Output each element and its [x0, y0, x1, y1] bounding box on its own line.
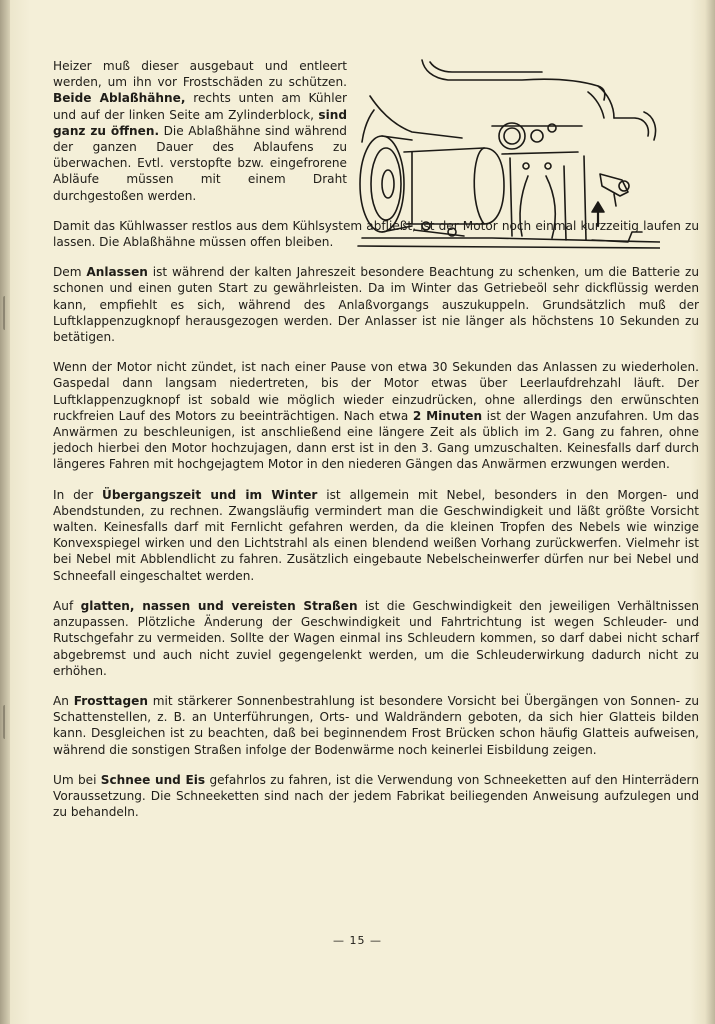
- text-run: ist der Wagen anzufahren. Um das Anwärmen zu beschleunigen, ist anschließend eine längere Zeit als üblich im 2. Gang zu fahren, ohne jedoch hierbei den Motor hochzujagen, dann erst ist in den 3. Gang umzuschalten. Keinesfalls darf durch längeres Fahren mit hochgejagtem Motor in den niederen Gängen das Anwärmen erzwungen werden.: [53, 408, 699, 472]
- paragraph-winter-fog: [53, 487, 699, 584]
- paragraph-frost-days: [53, 693, 699, 758]
- body-text: [53, 58, 715, 820]
- text-run: gefahrlos zu fahren, ist die Verwendung von Schneeketten auf den Hinterrädern Voraussetzung. Die Schneeketten sind nach der jedem Fabrikat beiliegenden Anweisung aufzulegen und zu behandeln.: [53, 772, 699, 820]
- book-binding: [0, 0, 10, 1024]
- text-run: Heizer muß dieser ausgebaut und entleert werden, um ihn vor Frostschäden zu schützen.: [53, 59, 347, 90]
- bold-phrase: Anlassen: [86, 265, 148, 280]
- text-run: Um bei: [53, 772, 101, 787]
- bold-phrase: Schnee und Eis: [100, 772, 206, 787]
- text-run: rechts unten am Kühler und auf der linken Seite am Zylinderblock,: [53, 91, 347, 122]
- paragraph-motor-start: [53, 359, 699, 472]
- bold-phrase: glatten, nassen und vereisten Straßen: [80, 598, 358, 613]
- bold-phrase: Frosttagen: [73, 693, 148, 708]
- text-run: Dem: [53, 265, 87, 280]
- paragraph-anlassen: [53, 264, 699, 345]
- staple: [3, 705, 10, 739]
- staple: [3, 296, 10, 330]
- text-run: mit stärkerer Sonnenbestrahlung ist besondere Vorsicht bei Übergängen von Sonnen- zu Schattenstellen, z. B. an Unterführungen, Orts- und Waldrändern geboten, da sich hier Glatteis bilden kann. Desgleichen ist zu beachten, daß bei beginnendem Frost Brücken schon häufig Glatteis aufweisen, während die sonstigen Straßen infolge der Bodenwärme noch keinerlei Eisbildung zeigen.: [53, 693, 699, 757]
- bold-phrase: 2 Minuten: [412, 408, 483, 423]
- bold-phrase: Übergangszeit und im Winter: [102, 487, 318, 502]
- text-run: ist die Geschwindigkeit den jeweiligen Verhältnissen anzupassen. Plötzliche Änderung der Geschwindigkeit und Fahrtrichtung ist wegen Schleuder- und Rutschgefahr zu vermeiden. Sollte der Wagen einmal ins Schleudern kommen, so darf dabei nicht scharf abgebremst und auch nicht zuviel gegengelenkt werden, um die Schleuderwirkung dadurch nicht zu erhöhen.: [53, 598, 699, 678]
- text-run: Auf: [53, 598, 81, 613]
- paragraph-coolant: [53, 218, 699, 250]
- text-run: ist allgemein mit Nebel, besonders in den Morgen- und Abendstunden, zu rechnen. Zwangsläufig vermindert man die Geschwindigkeit und läßt größte Vorsicht walten. Keinesfalls darf mit Fernlicht gefahren werden, da die kleinen Tropfen des Nebels wie winzige Konvexspiegel wirken und den Lichtstrahl als einen blendend weißen Vorhang zurückwerfen. Vielmehr ist bei Nebel mit Abblendlicht zu fahren. Zusätzlich eingebaute Nebelscheinwerfer dürfen nur bei Nebel und Schneefall eingeschaltet werden.: [53, 487, 699, 583]
- bold-phrase: sind ganz zu öffnen.: [53, 107, 347, 138]
- text-run: Wenn der Motor nicht zündet, ist nach einer Pause von etwa 30 Sekunden das Anlassen zu wiederholen. Gaspedal dann langsam niedertreten, bis der Motor etwas über Leerlaufdrehzahl läuft. Der Luftklappenzugknopf ist sobald wie möglich wieder einzudrücken, ohne allerdings den erwünschten ruckfreien Lauf des Motors zu beeinträchtigen. Nach etwa: [53, 360, 699, 423]
- paragraph-slippery-roads: [53, 598, 699, 679]
- bold-phrase: Beide Ablaßhähne,: [53, 91, 186, 106]
- text-run: Damit das Kühlwasser restlos aus dem Kühlsystem abfließt, ist der Motor noch einmal kurzzeitig laufen zu lassen. Die Ablaßhähne müssen offen bleiben.: [53, 218, 699, 250]
- text-run: In der: [53, 487, 103, 502]
- text-run: An: [53, 693, 74, 708]
- text-run: Die Ablaßhähne sind während der ganzen Dauer des Ablaufens zu überwachen. Evtl. verstopfte bzw. eingefrorene Abläufe müssen mit einem Draht durchgestoßen werden.: [53, 123, 347, 203]
- page-number: — 15 —: [333, 934, 382, 947]
- paragraph-drain: [53, 58, 347, 204]
- paragraph-snow-ice: [53, 772, 699, 821]
- text-run: ist während der kalten Jahreszeit besondere Beachtung zu schenken, um die Batterie zu schonen und einen guten Start zu gewährleisten. Da im Winter das Getriebeöl sehr dickflüssig werden kann, empfiehlt es sich, während des Anlaßvorgangs auszukuppeln. Grundsätzlich muß der Luftklappenzugknopf herausgezogen werden. Der Anlasser ist nie länger als höchstens 10 Sekunden zu betätigen.: [53, 265, 699, 345]
